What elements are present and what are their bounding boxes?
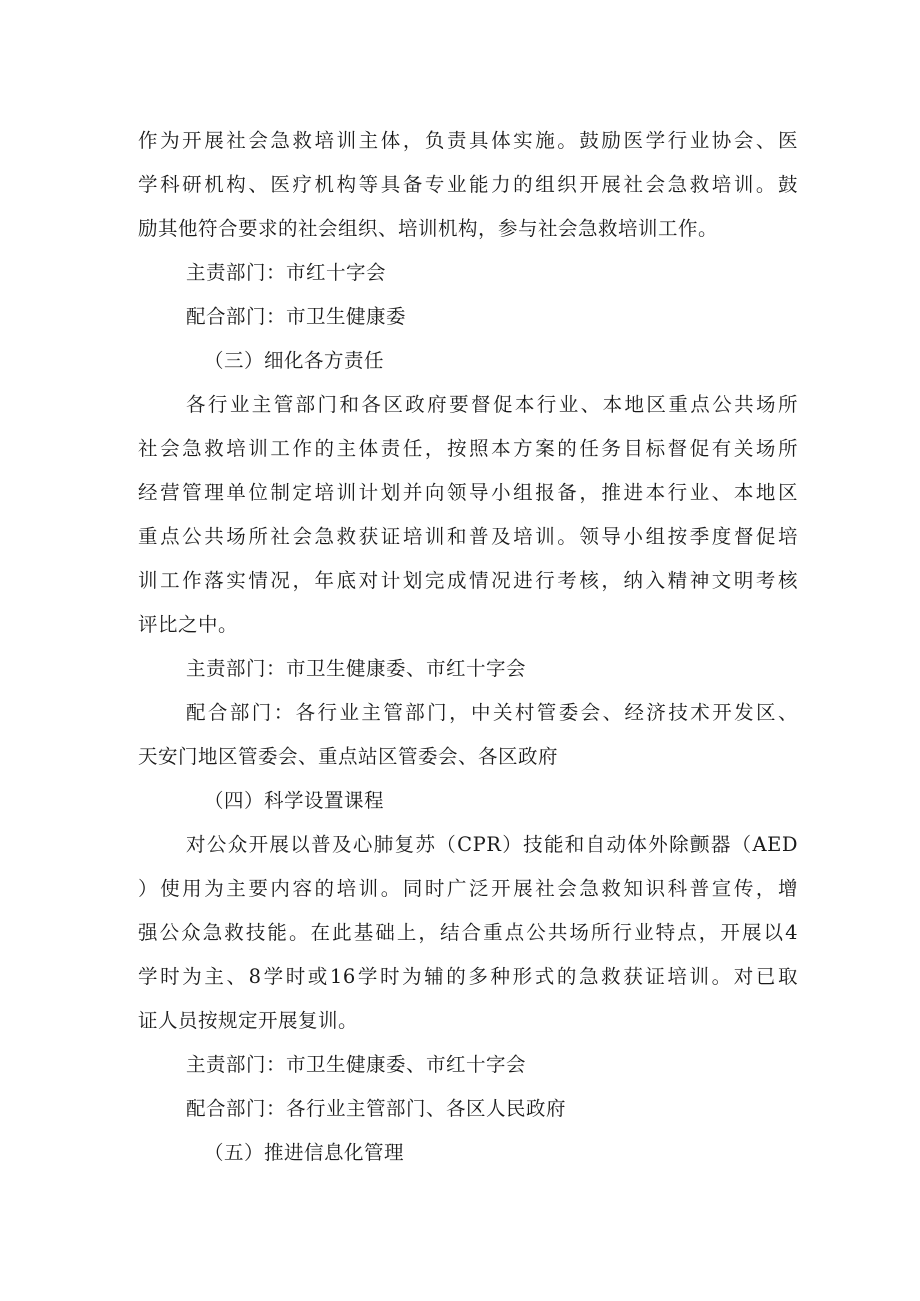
body-text-line: 作为开展社会急救培训主体，负责具体实施。鼓励医学行业协会、医	[138, 129, 798, 152]
supporting-department: 配合部门：各行业主管部门，中关村管委会、经济技术开发区、	[186, 701, 798, 724]
supporting-department: 天安门地区管委会、重点站区管委会、各区政府	[138, 745, 559, 768]
body-text-line: 证人员按规定开展复训。	[138, 1009, 359, 1032]
section-heading-4: （四）科学设置课程	[204, 789, 385, 812]
supporting-department: 配合部门：各行业主管部门、各区人民政府	[186, 1097, 567, 1120]
section-heading-5: （五）推进信息化管理	[204, 1141, 405, 1164]
body-text-line: 训工作落实情况，年底对计划完成情况进行考核，纳入精神文明考核	[138, 569, 798, 592]
body-text-line: 各行业主管部门和各区政府要督促本行业、本地区重点公共场所	[186, 393, 798, 416]
body-text-line: 经营管理单位制定培训计划并向领导小组报备，推进本行业、本地区	[138, 481, 798, 504]
lead-department: 主责部门：市红十字会	[186, 261, 387, 284]
body-text-line: 评比之中。	[138, 613, 239, 636]
lead-department: 主责部门：市卫生健康委、市红十字会	[186, 657, 527, 680]
body-text-line: 学时为主、8学时或16学时为辅的多种形式的急救获证培训。对已取	[138, 965, 798, 988]
body-text-line: 励其他符合要求的社会组织、培训机构，参与社会急救培训工作。	[138, 217, 719, 240]
lead-department: 主责部门：市卫生健康委、市红十字会	[186, 1053, 527, 1076]
body-text-line: 强公众急救技能。在此基础上，结合重点公共场所行业特点，开展以4	[138, 921, 798, 944]
section-heading-3: （三）细化各方责任	[204, 349, 385, 372]
body-text-line: 重点公共场所社会急救获证培训和普及培训。领导小组按季度督促培	[138, 525, 798, 548]
body-text-line: 学科研机构、医疗机构等具备专业能力的组织开展社会急救培训。鼓	[138, 173, 798, 196]
body-text-line: 社会急救培训工作的主体责任，按照本方案的任务目标督促有关场所	[138, 437, 798, 460]
supporting-department: 配合部门：市卫生健康委	[186, 305, 407, 328]
body-text-line: 对公众开展以普及心肺复苏（CPR）技能和自动体外除颤器（AED	[186, 833, 798, 856]
body-text-line: ）使用为主要内容的培训。同时广泛开展社会急救知识科普宣传，增	[138, 877, 798, 900]
